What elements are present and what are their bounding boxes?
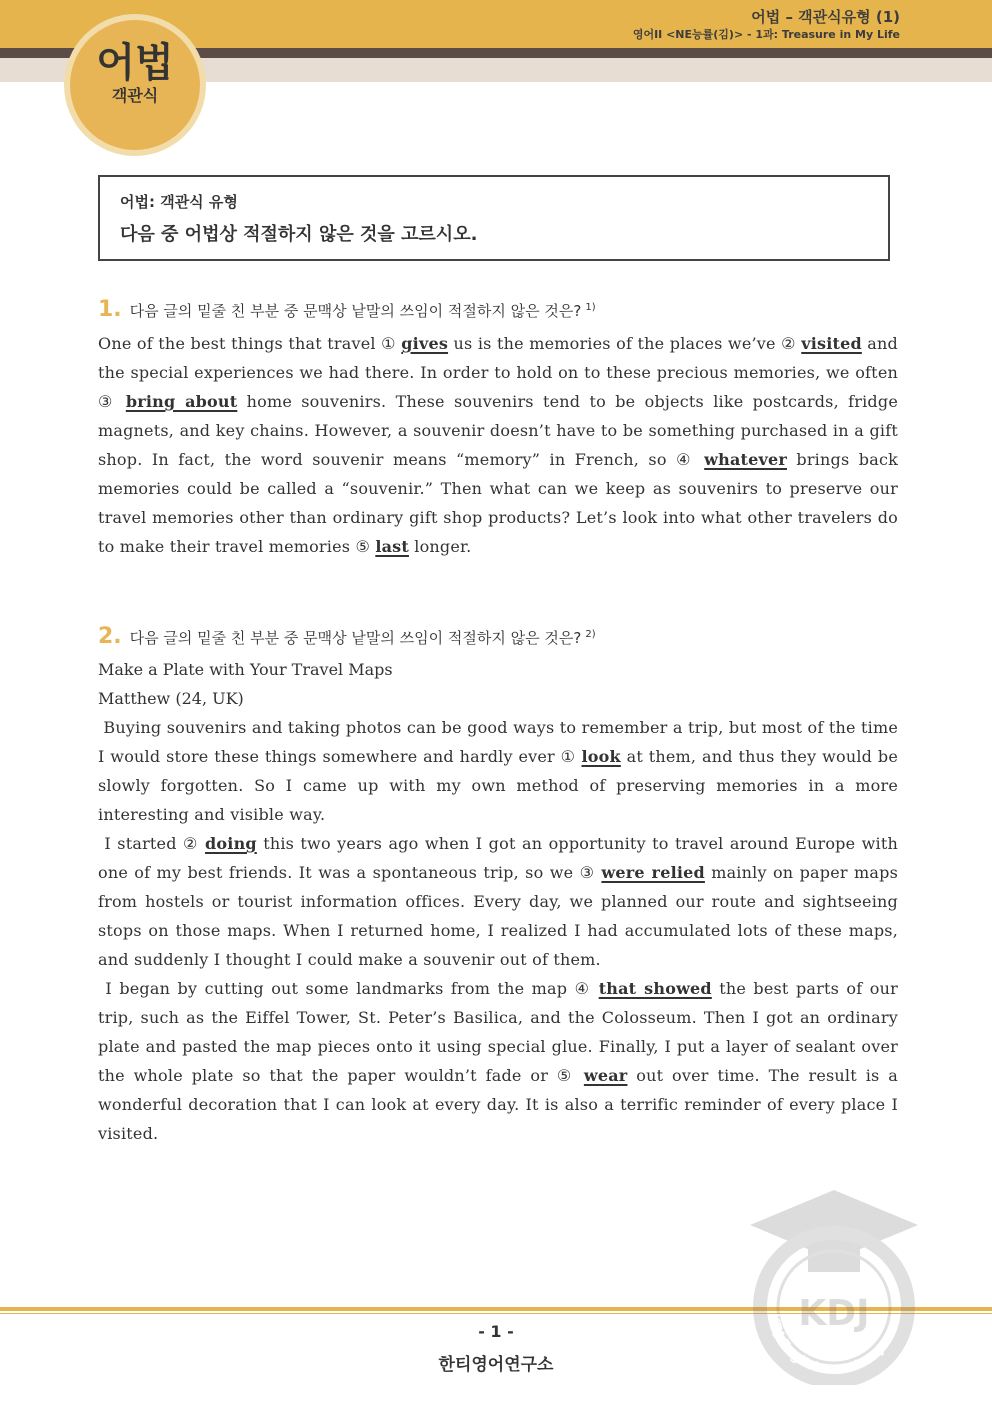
underlined-choice: last	[375, 537, 409, 556]
page-number: - 1 -	[478, 1322, 514, 1341]
instruction-type: 어법: 객관식 유형	[120, 193, 238, 211]
question-2-footnote: 2)	[585, 629, 596, 640]
question-2-header	[98, 620, 898, 650]
underlined-choice: gives	[401, 334, 449, 353]
passage-text: Buying souvenirs and taking photos can be good ways to remember a trip, but most of the time I would store these things somewhere and hardly ever ①	[98, 718, 904, 766]
passage-text: home souvenirs. These souvenirs tend to be objects like postcards, fridge magnets, and key chains. However, a souvenir doesn’t have to be something purchased in a gift shop. In fact, the word souvenir means “memory” in French, so ④	[98, 392, 904, 469]
question-2	[98, 620, 904, 1148]
academy-logo-watermark	[748, 1190, 920, 1385]
passage-text: at them, and thus they would be slowly forgotten. So I came up with my own method of preserving memories in a more interesting and visible way.	[98, 747, 904, 824]
passage-text: the best parts of our trip, such as the Eiffel Tower, St. Peter’s Basilica, and the Colosseum. Then I got an ordinary plate and pasted the map pieces onto it using special glue. Finally, I put a layer of sealant over the whole plate so that the paper wouldn’t fade or ⑤	[98, 979, 904, 1085]
underlined-choice: whatever	[704, 450, 787, 469]
question-1-number: 1.	[98, 297, 122, 322]
passage-paragraph	[98, 974, 904, 1148]
passage-text: out over time. The result is a wonderful decoration that I can look at every day. It is also a terrific reminder of every place I visited.	[98, 1066, 904, 1143]
passage-title: Make a Plate with Your Travel Maps	[98, 660, 393, 679]
header-subtitle: 영어II <NE능률(김)> - 1과: Treasure in My Life	[632, 28, 900, 41]
instruction-text: 다음 중 어법상 적절하지 않은 것을 고르시오.	[120, 224, 478, 245]
passage-text: I began by cutting out some landmarks from the map ④	[98, 979, 599, 998]
badge-sub-label: 객관식	[111, 86, 159, 105]
underlined-choice: visited	[801, 334, 862, 353]
passage-text: mainly on paper maps from hostels or tourist information offices. Every day, we planned our route and sightseeing stops on those maps. When I returned home, I realized I had accumulated lots of these maps, and suddenly I thought I could make a souvenir out of them.	[98, 863, 904, 969]
passage-text: One of the best things that travel ①	[98, 334, 402, 353]
instruction-box	[98, 175, 890, 261]
question-1-header	[98, 293, 898, 323]
passage-author: Matthew (24, UK)	[98, 689, 244, 708]
footer-organization: 한티영어연구소	[438, 1355, 554, 1375]
badge-main-label: 어법	[96, 40, 174, 86]
question-2-number: 2.	[98, 624, 122, 649]
passage-text: us is the memories of the places we’ve ②	[448, 334, 802, 353]
passage-text: brings back memories could be called a “souvenir.” Then what can we keep as souvenirs to preserve our travel memories other than ordinary gift shop products? Let’s look into what other travelers do to make their travel memories ⑤	[98, 450, 904, 556]
badge	[70, 20, 200, 150]
passage-paragraph	[98, 713, 904, 829]
underlined-choice: that showed	[598, 979, 712, 998]
question-1	[98, 293, 904, 561]
question-1-prompt: 다음 글의 밑줄 친 부분 중 문맥상 낱말의 쓰임이 적절하지 않은 것은?	[129, 302, 582, 320]
question-1-footnote: 1)	[585, 302, 596, 313]
underlined-choice: bring about	[125, 392, 238, 411]
header-title: 어법 – 객관식유형 (1)	[751, 8, 900, 26]
watermark-logo-text: KDJ	[798, 1293, 870, 1334]
passage-text: I started ②	[98, 834, 206, 853]
passage-text: and the special experiences we had there. In order to hold on to these precious memories, we often ③	[98, 334, 904, 411]
passage-paragraph	[98, 829, 904, 974]
question-1-passage	[98, 329, 904, 561]
question-2-prompt: 다음 글의 밑줄 친 부분 중 문맥상 낱말의 쓰임이 적절하지 않은 것은?	[129, 629, 582, 647]
passage-text: this two years ago when I got an opportunity to travel around Europe with one of my best friends. It was a spontaneous trip, so we ③	[98, 834, 904, 882]
underlined-choice: look	[581, 747, 621, 766]
question-2-passage	[98, 713, 904, 1148]
passage-text: longer.	[408, 537, 472, 556]
underlined-choice: were relied	[601, 863, 705, 882]
underlined-choice: doing	[205, 834, 257, 853]
underlined-choice: wear	[583, 1066, 628, 1085]
watermark-ring-text: KDJ English Academy	[765, 1312, 888, 1379]
